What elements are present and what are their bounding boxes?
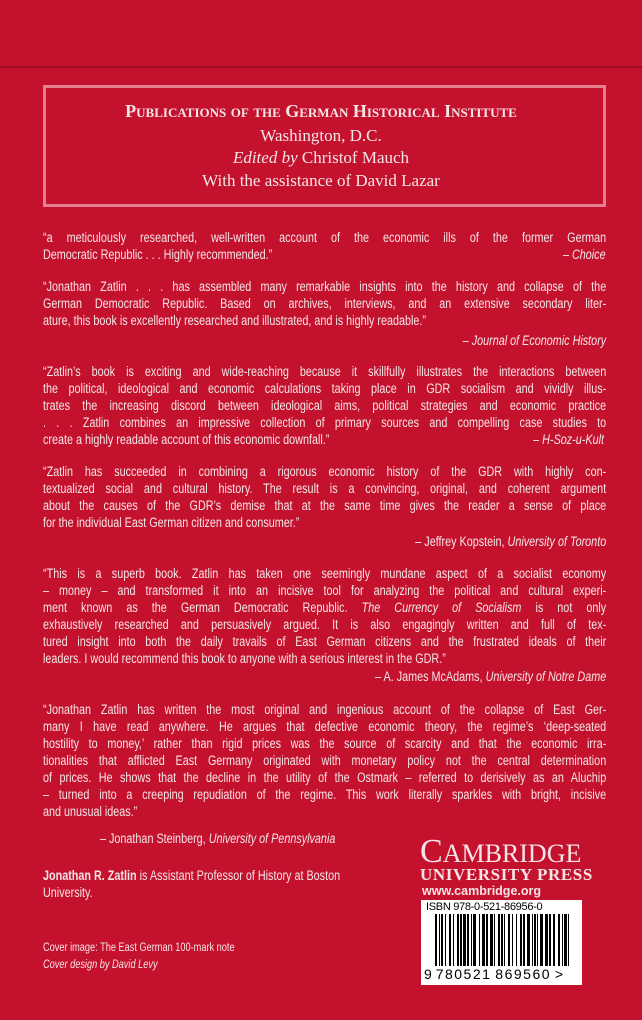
barcode-bar	[473, 914, 476, 966]
barcode-bar	[449, 914, 451, 966]
text-segment: many I have read anywhere. He argues that defective economic theory, the regime’s ‘deep-seated	[43, 719, 607, 734]
quote-line	[43, 246, 395, 263]
quote-line	[43, 295, 606, 312]
quote-line	[43, 363, 606, 380]
barcode-bar	[467, 914, 469, 966]
text-segment: for the individual East German citizen and consumer.”	[43, 515, 300, 530]
publisher-logo	[420, 833, 582, 870]
quote-line	[43, 718, 606, 735]
italic-segment: University of Toronto	[507, 534, 607, 549]
text-segment: tured insight into both the daily travails of East German citizens and the frustrated ideals of their	[43, 634, 607, 649]
quote-attribution	[420, 246, 606, 263]
quote-line	[43, 786, 606, 803]
italic-segment: University of Pennsylvania	[208, 831, 336, 846]
barcode-bar	[486, 914, 488, 966]
publisher-url: www.cambridge.org	[422, 884, 542, 898]
barcode-bar	[441, 914, 443, 966]
text-segment: of prices. He shows that the decline in the utility of the Ostmark – referred to derisively as an Aluchip	[43, 770, 607, 785]
quote-attribution	[500, 431, 604, 448]
text-segment: – Jeffrey Kopstein,	[415, 534, 508, 549]
author-bio-line: University.	[43, 885, 93, 900]
text-segment: Democratic Republic . . . Highly recommended.”	[43, 247, 273, 262]
barcode-bar	[520, 914, 522, 966]
editor-name: Christof Mauch	[297, 148, 410, 167]
author-bio-line	[43, 867, 395, 884]
digit-arrow: >	[554, 966, 564, 982]
barcode-bar	[527, 914, 530, 966]
text-segment: “This is a superb book. Zatlin has taken one seemingly mundane aspect of a socialist economy	[43, 566, 607, 581]
text-segment: exhaustively researched and persuasively argued. It is also engagingly written and full of tex-	[43, 617, 607, 632]
barcode-bar	[445, 914, 446, 966]
barcode-bar	[512, 914, 513, 966]
barcode-bar	[508, 914, 510, 966]
isbn-text: ISBN 978-0-521-86956-0	[426, 901, 543, 913]
barcode-bar	[453, 914, 454, 966]
author-bio-text: is Assistant Professor of History at Boston	[136, 868, 341, 883]
barcode-bar	[564, 914, 567, 966]
italic-segment: Journal of Economic History	[471, 333, 607, 348]
text-segment: hostility to money,’ rather than rigid prices was the source of scarcity and that the economic irra-	[43, 736, 607, 751]
cover-image-credit: Cover image: The East German 100-mark note	[43, 942, 235, 954]
barcode-bar	[501, 914, 503, 966]
barcode-bar	[568, 914, 569, 966]
quote-line	[43, 497, 606, 514]
barcode-bar	[435, 914, 437, 966]
series-assistance: With the assistance of David Lazar	[202, 171, 440, 190]
quote-line	[43, 278, 606, 295]
text-segment: leaders. I would recommend this book to anyone with a serious interest in the GDR.”	[43, 651, 446, 666]
barcode-bar	[504, 914, 505, 966]
italic-segment: H-Soz-u-Kult	[542, 432, 604, 447]
quote-line	[43, 769, 606, 786]
logo-name: AMBRIDGE	[442, 839, 582, 868]
digits-right: 869560	[495, 966, 552, 982]
barcode-bar	[558, 914, 560, 966]
quote-attribution	[43, 533, 606, 550]
quote-line	[43, 565, 606, 582]
quote-line	[43, 397, 606, 414]
text-segment: “Zatlin has succeeded in combining a rigorous economic history of the GDR with highly con-	[43, 464, 607, 479]
barcode-bar	[523, 914, 525, 966]
barcode-bar	[553, 914, 555, 966]
quote-line	[43, 599, 606, 616]
text-segment: tionalities that afflicted East Germany originated with monetary policy not the central determination	[43, 753, 607, 768]
text-segment: – A. James McAdams,	[375, 669, 486, 684]
text-segment: . . . Zatlin combines an impressive collection of primary sources and compelling case studies to	[43, 415, 607, 430]
series-place: Washington, D.C.	[260, 126, 382, 145]
quote-attribution	[43, 332, 606, 349]
quote-attribution	[100, 830, 388, 847]
barcode-bar	[534, 914, 536, 966]
quote-line	[43, 650, 606, 667]
quote-line	[43, 616, 606, 633]
text-segment: about the causes of the GDR’s demise that at the same time gives the reader a sense of place	[43, 498, 607, 513]
text-segment: trates the increasing discord between ideological aims, political strategies and economic practice	[43, 398, 607, 413]
barcode-bar	[545, 914, 548, 966]
quote-line	[43, 633, 606, 650]
quote-line	[43, 803, 606, 820]
quote-line	[43, 463, 606, 480]
top-rule	[0, 66, 642, 68]
barcode-bar	[490, 914, 493, 966]
barcode-bar	[479, 914, 480, 966]
text-segment: and unusual ideas.”	[43, 804, 138, 819]
text-segment: “a meticulously researched, well-written account of the economic ills of the former German	[43, 230, 607, 245]
quote-line	[43, 414, 606, 431]
barcode-bar	[532, 914, 533, 966]
text-segment: – Jonathan Steinberg,	[100, 831, 209, 846]
text-segment: “Jonathan Zatlin has written the most original and ingenious account of the collapse of East Ger-	[43, 702, 607, 717]
text-segment: –	[462, 333, 472, 348]
publisher-subtitle: UNIVERSITY PRESS	[420, 865, 593, 884]
italic-segment: University of Notre Dame	[485, 669, 607, 684]
barcode-bar	[482, 914, 485, 966]
text-segment: textualized social and cultural history. The result is a convincing, original, and coherent argument	[43, 481, 607, 496]
quote-line	[43, 229, 606, 246]
text-segment: the political, ideological and economic calculations taking place in GDR socialism and vividly illus-	[43, 381, 607, 396]
quote-attribution	[43, 668, 606, 685]
barcode-bar	[549, 914, 551, 966]
cover-design-credit: Cover design by David Levy	[43, 959, 158, 971]
text-segment: – money – and transformed it into an incisive tool for analyzing the political and cultural experi-	[43, 583, 607, 598]
digit-lead: 9	[424, 966, 432, 982]
barcode-bar	[457, 914, 459, 966]
text-segment: – turned into a creeping repudiation of the regime. This work literally sparkles with bright, incisive	[43, 787, 607, 802]
text-segment: ature, this book is excellently researched and illustrated, and is highly readable.”	[43, 313, 427, 328]
text-segment: ment known as the German Democratic Republic.	[43, 600, 362, 615]
text-segment: German Democratic Republic. Based on archives, interviews, and an extensive secondary liter-	[43, 296, 607, 311]
series-editor	[0, 148, 642, 168]
barcode-bar	[460, 914, 462, 966]
edited-by-label: Edited by	[232, 148, 298, 167]
italic-segment: Choice	[571, 247, 606, 262]
barcode-bar	[471, 914, 472, 966]
barcode-bar	[439, 914, 440, 966]
barcode-digits	[424, 966, 563, 983]
quote-line	[43, 380, 606, 397]
quote-line	[43, 480, 606, 497]
barcode-bar	[540, 914, 543, 966]
text-segment: is not only	[521, 600, 607, 615]
text-segment: “Jonathan Zatlin . . . has assembled many remarkable insights into the history and collapse of the	[43, 279, 607, 294]
quote-line	[43, 431, 491, 448]
text-segment: create a highly readable account of this economic downfall.”	[43, 432, 330, 447]
quote-line	[43, 701, 606, 718]
quote-line	[43, 312, 606, 329]
logo-initial: C	[420, 833, 443, 870]
series-title: Publications of the German Historical Institute	[125, 101, 517, 121]
barcode-bar	[516, 914, 517, 966]
barcode-bar	[498, 914, 500, 966]
digits-left: 780521	[435, 966, 492, 982]
italic-segment: The Currency of Socialism	[361, 600, 522, 615]
author-name: Jonathan R. Zatlin	[43, 868, 137, 883]
barcode-bar	[537, 914, 538, 966]
text-segment: “Zatlin’s book is exciting and wide-reaching because it skillfully illustrates the interactions between	[43, 364, 607, 379]
isbn-barcode	[421, 900, 582, 985]
quote-line	[43, 582, 606, 599]
quote-line	[43, 735, 606, 752]
quote-line	[43, 514, 606, 531]
barcode-bar	[494, 914, 495, 966]
barcode-bar	[562, 914, 563, 966]
barcode-bar	[463, 914, 466, 966]
text-segment: –	[533, 432, 543, 447]
barcode-bars	[435, 914, 571, 966]
text-segment: –	[562, 247, 572, 262]
quote-line	[43, 752, 606, 769]
